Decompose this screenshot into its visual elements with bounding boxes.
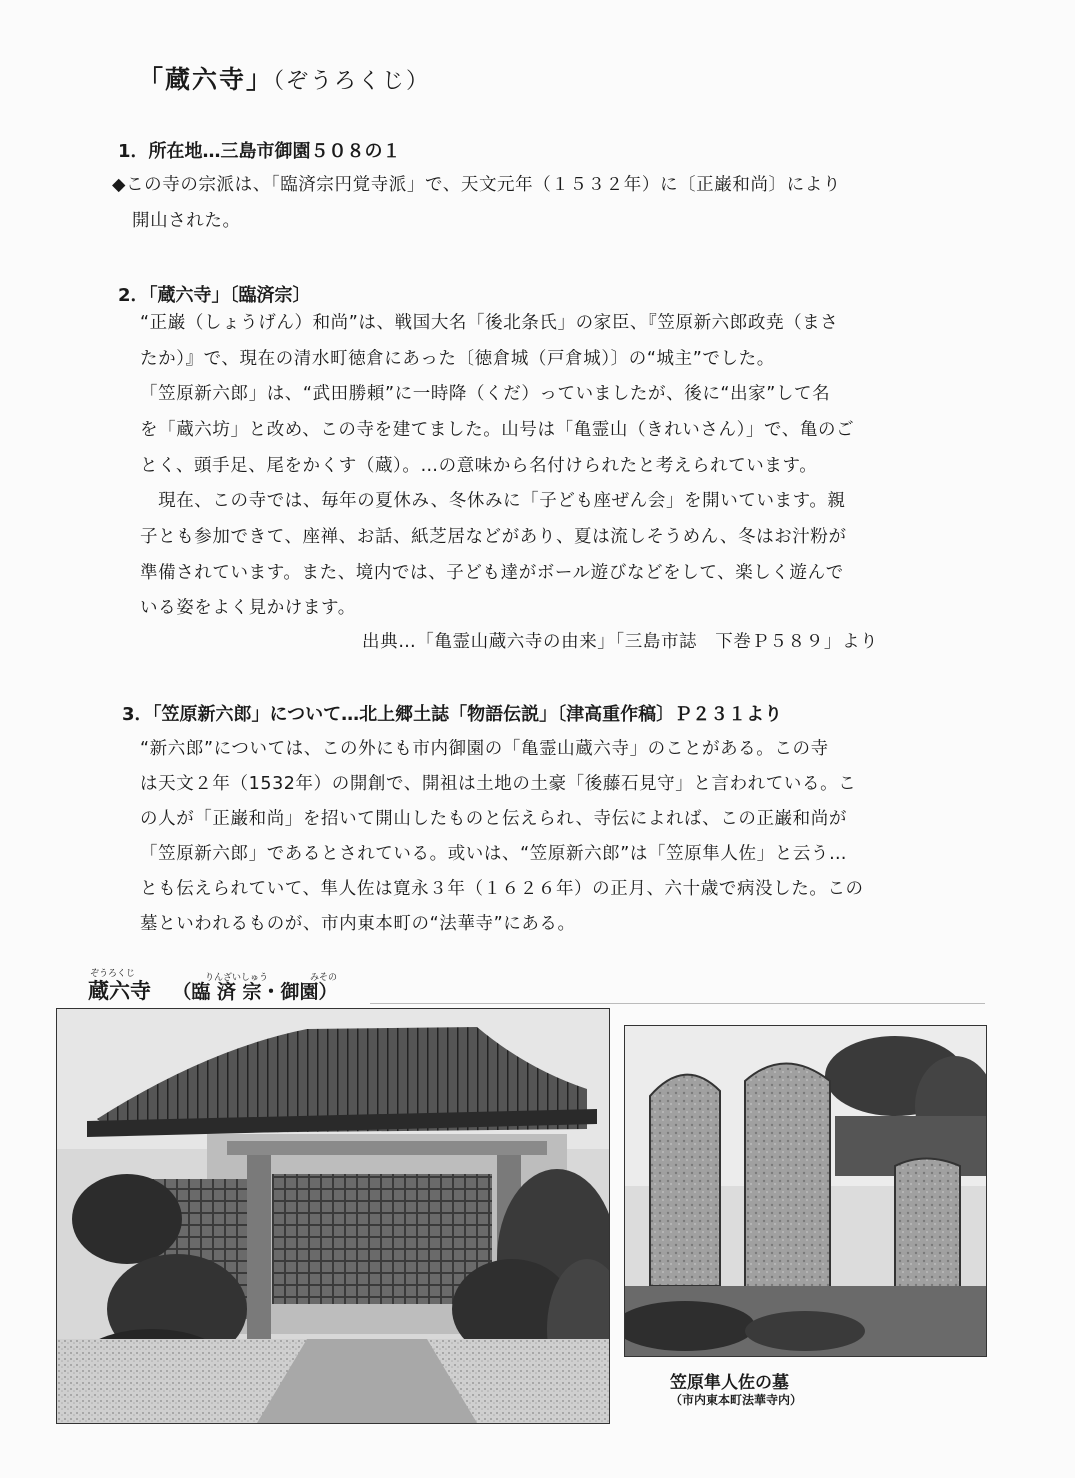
title-reading: （ぞうろくじ） [273,69,431,94]
divider-line [370,1003,985,1004]
section3-line: は天文２年（1532年）の開創で、開祖は土地の土豪「後藤石見守」と言われている。こ [140,774,857,794]
grave-photo-drawing [625,1026,986,1356]
section3-line: の人が「正巌和尚」を招いて開山したものと伝えられ、寺伝によれば、この正巌和尚が [140,809,847,829]
section3-heading: 3．「笠原新六郎」について…北上郷土誌「物語伝説」〔津高重作稿〕Ｐ２３１より [122,704,783,725]
section2-line: “正巌（しょうげん）和尚”は、戦国大名「後北条氏」の家臣、『笠原新六郎政尭（まさ [140,313,839,333]
photo-caption [88,975,338,1005]
grave-caption-subtitle: （市内東本町法華寺内） [670,1393,803,1407]
section2-line: 「笠原新六郎」は、“武田勝頼”に一時降（くだ）っていましたが、後に“出家”して名 [140,384,831,404]
section2-source: 出典…「亀霊山蔵六寺の由来」「三島市誌 下巻Ｐ５８９」より [362,632,879,652]
section2-heading: 2．「蔵六寺」〔臨済宗〕 [118,285,311,306]
title-text: 「蔵六寺」 [138,65,274,94]
section2-line: 子とも参加できて、座禅、お話、紙芝居などがあり、夏は流しそうめん、冬はお汁粉が [140,527,847,547]
caption-detail: （臨 済 宗・御園） [172,981,338,1003]
section2-line: 現在、この寺では、毎年の夏休み、冬休みに「子ども座ぜん会」を開いています。親 [140,491,846,511]
section3-line: 墓といわれるものが、市内東本町の“法華寺”にある。 [140,914,576,934]
caption-detail-ruby-2: みその [310,973,338,983]
caption-name: 蔵六寺 [88,979,151,1003]
section2-line: いる姿をよく見かけます。 [140,598,356,618]
section2-line: たか）』で、現在の清水町徳倉にあった〔徳倉城（戸倉城）〕の“城主”でした。 [140,349,775,369]
section2-line: 準備されています。また、境内では、子ども達がボール遊びなどをして、楽しく遊んで [140,563,844,583]
section3-line: とも伝えられていて、隼人佐は寛永３年（１６２６年）の正月、六十歳で病没した。この [140,879,864,899]
grave-photo [624,1025,987,1357]
temple-photo-drawing [57,1009,609,1423]
section1-heading: 1．所在地…三島市御園５０８の１ [118,141,401,162]
page-title [138,60,430,96]
section2-line: とく、頭手足、尾をかくす（蔵）。…の意味から名付けられたと考えられています。 [140,456,818,476]
temple-photo [56,1008,610,1424]
section3-line: “新六郎”については、この外にも市内御園の「亀霊山蔵六寺」のことがある。この寺 [140,739,829,759]
section2-line: を「蔵六坊」と改め、この寺を建てました。山号は「亀霊山（きれいさん）」で、亀のご [140,420,855,440]
section1-line: 開山された。 [132,211,241,231]
section3-line: 「笠原新六郎」であるとされている。或いは、“笠原新六郎”は「笠原隼人佐」と云う… [140,844,848,864]
section1-line: ◆この寺の宗派は、「臨済宗円覚寺派」で、天文元年（１５３２年）に〔正巌和尚〕により [112,175,841,195]
caption-name-ruby: ぞうろくじ [90,969,136,979]
grave-caption-title: 笠原隼人佐の墓 [670,1373,789,1393]
caption-detail-ruby-1: りんざいしゅう [205,973,269,983]
